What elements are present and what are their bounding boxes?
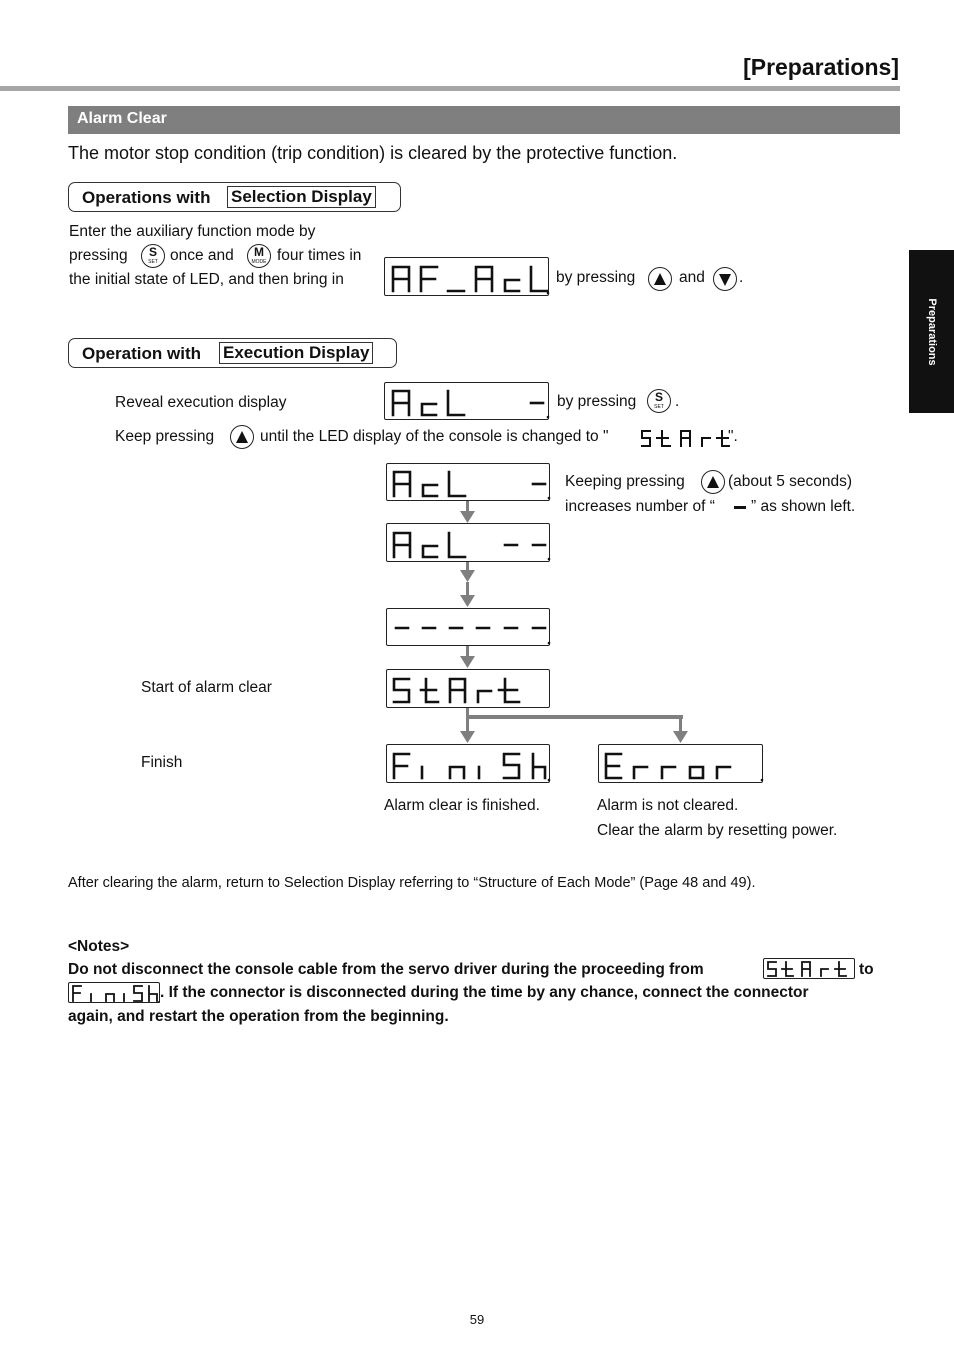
flow-arrowhead-finish [460, 731, 475, 743]
notes-line1b: to [859, 961, 874, 978]
page-number: 59 [469, 1312, 485, 1327]
led-display-acl-1 [384, 382, 549, 420]
flow-arrow-2b [466, 582, 469, 596]
selection-line1: Enter the auxiliary function mode by [69, 223, 316, 240]
start-of-alarm-clear-label: Start of alarm clear [141, 679, 272, 696]
led-display-dashes [386, 608, 550, 646]
flow-arrowhead-3 [460, 656, 475, 668]
s-key-icon [141, 244, 165, 268]
keep-pressing-b: until the LED display of the console is changed to " [260, 428, 609, 445]
s-key-sub-2: SET [654, 404, 664, 410]
notes-led-finish [68, 982, 160, 1003]
led-display-af-acl [384, 257, 549, 296]
up-key-icon [648, 267, 672, 291]
notes-line2: . If the connector is disconnected during the time by any chance, connect the connector [160, 984, 809, 1001]
led-display-acl-2 [386, 463, 550, 501]
selection-line2b: once and [170, 247, 234, 264]
execution-display-heading [68, 338, 397, 368]
selection-line2a: pressing [69, 247, 128, 264]
up-key-icon-2 [230, 425, 254, 449]
alarm-clear-finished-text: Alarm clear is finished. [384, 797, 540, 814]
m-key-icon [247, 244, 271, 268]
selection-period: . [739, 269, 744, 286]
notes-heading: <Notes> [68, 938, 130, 955]
alarm-not-cleared-text: Alarm is not cleared. [597, 797, 739, 814]
header-rule [0, 86, 900, 91]
m-key-sub: MODE [251, 259, 267, 265]
s-key-icon-2 [647, 389, 671, 413]
selection-line3: the initial state of LED, and then bring in [69, 271, 344, 288]
reveal-by-pressing: by pressing [557, 393, 637, 410]
s-key-letter: S [148, 245, 157, 259]
flow-arrowhead-error [673, 731, 688, 743]
selection-display-heading [68, 182, 401, 212]
down-key-icon [713, 267, 737, 291]
selection-heading-label: Operations with [82, 188, 211, 207]
flow-arrowhead-2b [460, 595, 475, 607]
notes-line1a: Do not disconnect the console cable from the servo driver during the proceeding from [68, 961, 704, 978]
keeping-pressing-a: Keeping pressing [565, 473, 685, 490]
dash-symbol [734, 506, 746, 509]
intro-text: The motor stop condition (trip condition) is cleared by the protective function. [68, 143, 678, 163]
section-heading-bar [68, 106, 900, 134]
execution-heading-boxed: Execution Display [219, 342, 373, 364]
execution-heading-label: Operation with [82, 344, 201, 363]
flow-arrow-error [679, 718, 682, 732]
after-clearing-text: After clearing the alarm, return to Selection Display referring to “Structure of Each Mode” (Page 48 and 49). [68, 875, 756, 891]
s-key-sub: SET [148, 259, 158, 265]
led-display-finish [386, 744, 550, 783]
side-tab [909, 250, 954, 413]
section-title: Alarm Clear [77, 110, 167, 127]
keep-pressing-a: Keep pressing [115, 428, 215, 445]
flow-arrowhead-2a [460, 570, 475, 582]
led-display-error [598, 744, 763, 783]
keeping-pressing-b: (about 5 seconds) [728, 473, 853, 490]
branch-horizontal [466, 715, 683, 719]
up-key-icon-3 [701, 470, 725, 494]
selection-by-pressing: by pressing [556, 269, 636, 286]
m-key-letter: M [254, 245, 264, 259]
reveal-text: Reveal execution display [115, 394, 287, 411]
inline-led-start [640, 429, 730, 449]
selection-and: and [679, 269, 705, 286]
flow-arrow-finish [466, 718, 469, 732]
increases-a: increases number of “ [565, 498, 715, 515]
flow-arrowhead-1 [460, 511, 475, 523]
side-tab-label: Preparations [925, 297, 938, 366]
page-title: [Preparations] [743, 54, 899, 80]
led-display-start [386, 669, 550, 708]
selection-line2c: four times in [277, 247, 362, 264]
selection-heading-boxed: Selection Display [227, 186, 376, 208]
led-display-acl-3 [386, 523, 550, 562]
notes-line3: again, and restart the operation from the beginning. [68, 1008, 449, 1025]
reveal-period: . [675, 393, 680, 410]
increases-b: ” as shown left. [751, 498, 856, 515]
reset-power-text: Clear the alarm by resetting power. [597, 822, 838, 839]
notes-led-start [763, 958, 855, 979]
keep-pressing-c: ". [728, 428, 738, 445]
finish-label: Finish [141, 754, 183, 771]
s-key-letter-2: S [654, 390, 663, 404]
